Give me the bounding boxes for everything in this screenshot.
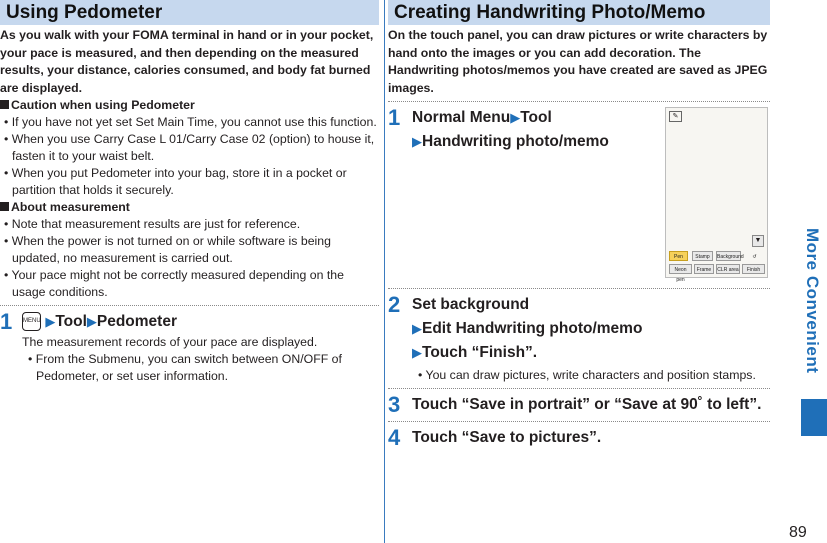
handwriting-screen-image — [665, 107, 768, 283]
list-item: • Your pace might not be correctly measured depending on the usage conditions. — [4, 268, 344, 299]
intro-paragraph: As you walk with your FOMA terminal in hand or in your pocket, your pace is measured, and then depending on the measured results, your distance, calories consumed, and body fat burned are displayed. — [0, 28, 374, 95]
stamp-button[interactable]: Stamp — [692, 251, 713, 261]
dotted-separator — [0, 305, 379, 306]
column-divider — [384, 0, 385, 543]
scroll-down-icon: ▼ — [752, 235, 764, 247]
step-instruction: ▶Touch “Finish”. — [412, 344, 538, 361]
pen-button[interactable]: Pen — [669, 251, 688, 261]
list-item: • When the power is not turned on or while software is being updated, no measurement is carried out. — [4, 234, 331, 265]
list-item: • When you put Pedometer into your bag, store it in a pocket or partition that holds it securely. — [4, 166, 347, 197]
neon-pen-button[interactable]: Neon pen — [669, 264, 692, 274]
step-4-handwriting — [388, 426, 770, 450]
clr-area-button[interactable]: CLR area — [716, 264, 740, 274]
step-number: 3 — [388, 392, 401, 417]
step-instruction: ▶Edit Handwriting photo/memo — [412, 320, 643, 337]
square-bullet-icon — [0, 202, 9, 211]
list-item: • From the Submenu, you can switch between ON/OFF of Pedometer, or set user information. — [28, 352, 342, 383]
arrow-icon: ▶ — [45, 314, 56, 329]
side-tab-marker — [801, 399, 827, 436]
dotted-separator — [388, 388, 770, 389]
section-title-handwriting: Creating Handwriting Photo/Memo — [388, 0, 770, 25]
arrow-icon: ▶ — [412, 321, 422, 336]
step-number: 1 — [0, 309, 13, 334]
dotted-separator — [388, 288, 770, 289]
step-description: The measurement records of your pace are displayed. — [22, 335, 318, 349]
step-instruction: Normal Menu▶Tool — [412, 109, 552, 126]
list-item: • When you use Carry Case L 01/Carry Case 02 (option) to house it, fasten it to your waist belt. — [4, 132, 375, 163]
list-item: • You can draw pictures, write characters and position stamps. — [418, 368, 756, 382]
arrow-icon: ▶ — [412, 345, 422, 360]
step-instruction: Set background — [412, 296, 530, 313]
step-instruction: ▶Handwriting photo/memo — [412, 133, 609, 150]
list-item: • If you have not yet set Set Main Time, you cannot use this function. — [4, 115, 377, 129]
undo-button[interactable]: ↺ — [752, 254, 757, 260]
finish-button[interactable]: Finish — [742, 264, 765, 274]
step-3-handwriting — [388, 393, 770, 417]
step-number: 1 — [388, 105, 401, 130]
arrow-icon: ▶ — [412, 134, 422, 149]
side-section-label: More Convenient — [803, 228, 822, 374]
step-2-handwriting — [388, 293, 770, 384]
step-1-pedometer — [0, 310, 379, 385]
frame-button[interactable]: Frame — [694, 264, 714, 274]
background-button[interactable]: Background — [716, 251, 741, 261]
menu-key-icon: MENU — [22, 312, 41, 331]
step-instruction: MENU ▶Tool▶Pedometer — [23, 313, 177, 330]
left-column — [0, 0, 379, 385]
edit-icon: ✎ — [669, 111, 682, 122]
about-heading: About measurement — [0, 199, 379, 216]
section-title-pedometer: Using Pedometer — [0, 0, 379, 25]
step-instruction: Touch “Save in portrait” or “Save at 90˚ to left”. — [412, 396, 762, 413]
arrow-icon: ▶ — [510, 110, 521, 125]
page-number: 89 — [789, 524, 807, 541]
intro-paragraph: On the touch panel, you can draw pictures or write characters by hand onto the images or you can add decoration. The Handwriting photos/memos you have created are saved as JPEG images. — [388, 28, 768, 95]
arrow-icon: ▶ — [86, 314, 97, 329]
square-bullet-icon — [0, 100, 9, 109]
step-number: 4 — [388, 425, 401, 450]
caution-heading: Caution when using Pedometer — [0, 97, 379, 114]
dotted-separator — [388, 421, 770, 422]
step-number: 2 — [388, 292, 401, 317]
list-item: • Note that measurement results are just for reference. — [4, 217, 301, 231]
dotted-separator — [388, 101, 770, 102]
step-instruction: Touch “Save to pictures”. — [412, 429, 602, 446]
